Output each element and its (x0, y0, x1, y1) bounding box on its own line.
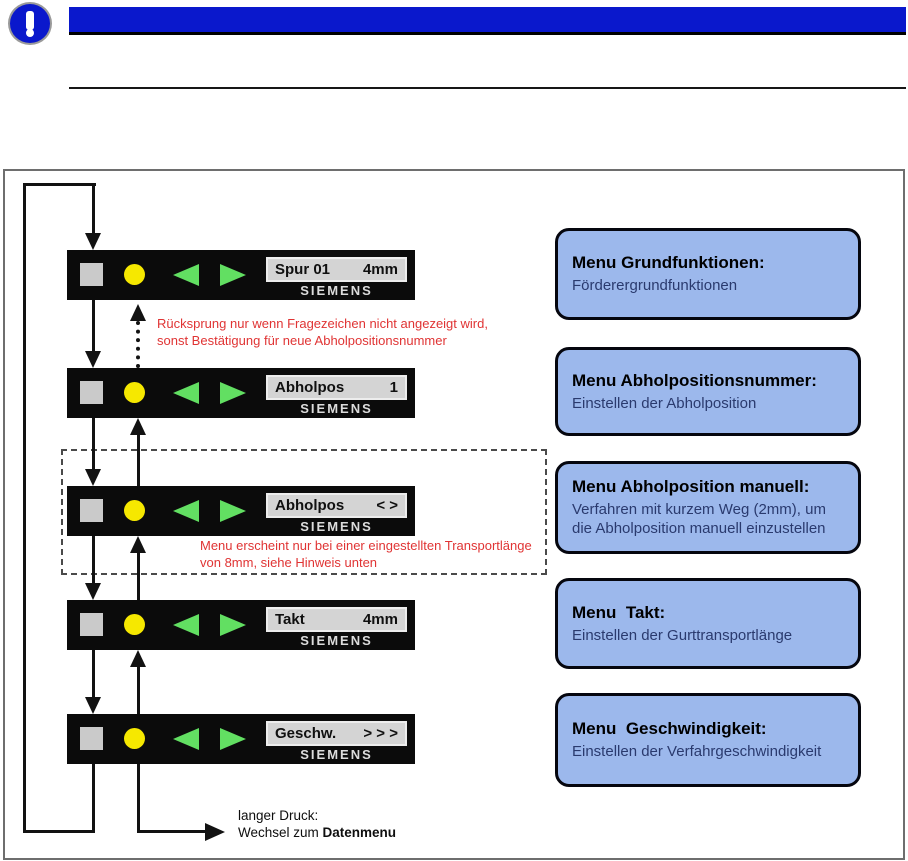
menu-box-takt (555, 578, 861, 669)
flow-arrow-down-2-line (92, 418, 95, 472)
jump-back-annotation (157, 316, 488, 349)
menu-condition-line1: Menu erscheint nur bei einer eingestellten Transportlänge (200, 538, 532, 553)
menu-box-description: Einstellen der Abholposition (572, 394, 757, 412)
device-row-takt (67, 600, 415, 650)
datenmenu-arrow-line (137, 830, 207, 833)
section-divider-rule (69, 87, 906, 89)
loop-line-top (23, 183, 96, 186)
flow-arrow-down-4-line (92, 650, 95, 700)
brand-label: SIEMENS (300, 747, 373, 762)
flow-arrow-up-4-head (130, 650, 146, 667)
datenmenu-note-line2-prefix: Wechsel zum (238, 825, 323, 840)
lcd-text-left: Takt (275, 611, 305, 628)
arrow-right-button-icon (220, 500, 246, 522)
lcd-text-right: 1 (389, 379, 398, 396)
round-yellow-button-icon (124, 264, 145, 285)
lcd-text-right: 4mm (362, 261, 398, 278)
datenmenu-note (238, 807, 396, 841)
menu-box-abholpositionsnummer (555, 347, 861, 436)
device-row-abholposition-manuell (67, 486, 415, 536)
arrow-right-button-icon (220, 264, 246, 286)
datenmenu-note-line2-bold: Datenmenu (322, 825, 397, 840)
menu-box-title: Menu Abholposition manuell: (572, 477, 810, 496)
flow-arrow-down-1-head (85, 351, 101, 368)
brand-label: SIEMENS (300, 283, 373, 298)
menu-condition-annotation (200, 538, 532, 571)
menu-box-title: Menu Takt: (572, 602, 666, 622)
flow-arrow-down-1-line (92, 300, 95, 354)
device-row-geschwindigkeit (67, 714, 415, 764)
flow-arrow-up-2-head (130, 418, 146, 435)
device-row-grundfunktionen (67, 250, 415, 300)
lcd-text-left: Abholpos (275, 497, 345, 514)
round-yellow-button-icon (124, 614, 145, 635)
flow-arrow-up-4-line (137, 666, 140, 714)
exclamation-bar (26, 11, 34, 30)
flow-arrow-down-3-head (85, 583, 101, 600)
brand-label: SIEMENS (300, 401, 373, 416)
loop-exit-line (92, 764, 95, 833)
flow-arrow-down-4-head (85, 697, 101, 714)
menu-box-description: Förderergrundfunktionen (572, 277, 738, 294)
lcd-text-left: Spur 01 (275, 261, 331, 278)
arrow-left-button-icon (173, 500, 199, 522)
mandatory-exclamation-icon (8, 2, 52, 45)
lcd-display (266, 721, 407, 746)
menu-box-title: Menu Abholpositionsnummer: (572, 370, 817, 390)
menu-flow-diagram (3, 169, 905, 860)
datenmenu-note-line1: langer Druck: (238, 808, 319, 823)
arrow-right-button-icon (220, 728, 246, 750)
loop-entry-arrowhead (85, 233, 101, 250)
menu-box-title: Menu Geschwindigkeit: (572, 719, 767, 738)
square-button-icon (80, 263, 103, 286)
arrow-left-button-icon (173, 382, 199, 404)
lcd-display (266, 493, 407, 518)
arrow-left-button-icon (173, 264, 199, 286)
flow-arrow-up-dotted-line (136, 321, 140, 368)
menu-box-description: Verfahren mit kurzem Weg (2mm), um die Abholposition manuell einzustellen (572, 501, 826, 537)
device-row-abholpositionsnummer (67, 368, 415, 418)
loop-line-left (23, 183, 26, 833)
lcd-text-left: Geschw. (275, 725, 337, 742)
menu-box-abholposition-manuell (555, 461, 861, 554)
arrow-left-button-icon (173, 614, 199, 636)
flow-arrow-up-2-line (137, 434, 140, 486)
loop-line-bottom (23, 830, 95, 833)
brand-label: SIEMENS (300, 633, 373, 648)
datenmenu-note-line2 (238, 824, 396, 841)
exclamation-dot (26, 29, 34, 37)
lcd-display (266, 375, 407, 400)
menu-box-description: Einstellen der Gurttransportlänge (572, 626, 793, 644)
square-button-icon (80, 499, 103, 522)
menu-box-title: Menu Grundfunktionen: (572, 253, 765, 272)
notice-title-bar (69, 7, 906, 35)
round-yellow-button-icon (124, 500, 145, 521)
flow-arrow-up-3-line (137, 552, 140, 600)
square-button-icon (80, 613, 103, 636)
flow-arrow-up-3-head (130, 536, 146, 553)
lcd-display (266, 257, 407, 282)
flow-arrow-up-dotted-head (130, 304, 146, 321)
square-button-icon (80, 727, 103, 750)
flow-arrow-down-3-line (92, 536, 95, 586)
flow-arrow-down-2-head (85, 469, 101, 486)
arrow-right-button-icon (220, 382, 246, 404)
brand-label: SIEMENS (300, 519, 373, 534)
round-yellow-button-icon (124, 728, 145, 749)
lcd-text-left: Abholpos (275, 379, 345, 396)
lcd-text-right: > > > (363, 725, 398, 742)
arrow-left-button-icon (173, 728, 199, 750)
arrow-right-button-icon (220, 614, 246, 636)
jump-back-line1: Rücksprung nur wenn Fragezeichen nicht angezeigt wird, (157, 316, 488, 331)
square-button-icon (80, 381, 103, 404)
jump-back-line2: sonst Bestätigung für neue Abholpositionsnummer (157, 332, 447, 348)
loop-entry-line (92, 183, 95, 235)
menu-box-geschwindigkeit (555, 693, 861, 787)
round-yellow-button-icon (124, 382, 145, 403)
datenmenu-arrowhead (205, 823, 225, 841)
menu-box-description: Einstellen der Verfahrgeschwindigkeit (572, 743, 822, 760)
menu-condition-line2: von 8mm, siehe Hinweis unten (200, 554, 378, 570)
datenmenu-exit-line (137, 764, 140, 833)
lcd-display (266, 607, 407, 632)
menu-box-grundfunktionen (555, 228, 861, 320)
lcd-text-right: < > (376, 497, 398, 514)
lcd-text-right: 4mm (362, 611, 398, 628)
